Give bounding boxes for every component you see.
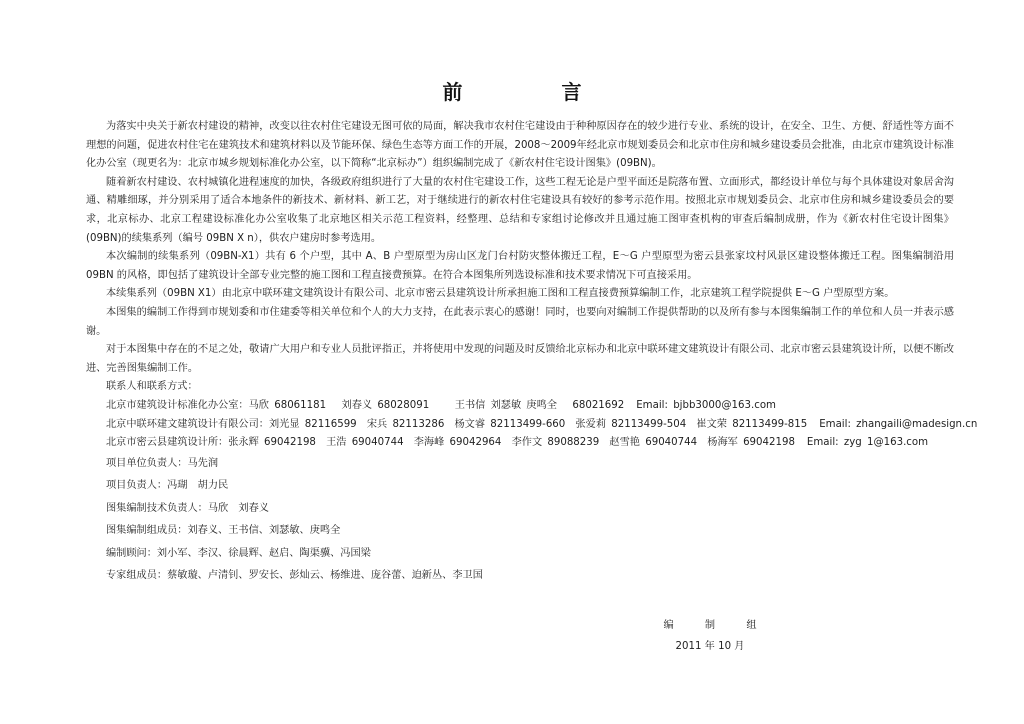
email-label: Email: — [806, 437, 839, 449]
signature-date: 2011 年 10 月 — [675, 641, 745, 652]
preface-paragraph-6: 对于本图集中存在的不足之处，敬请广大用户和专业人员批评指正，并将使用中发现的问题及时反馈给北京标办和北京中联环建文建筑设计有限公司、北京市密云县建筑设计所，以便不断改进、完善图集编制工作。 — [86, 344, 954, 374]
contact-people: 刘光显 82116599 宋兵 82113286 杨文睿 82113499-660 张爱莉 82113499-504 崔文荣 82113499-815 — [269, 418, 808, 430]
contact-line-miyun — [86, 434, 954, 453]
staff-expert-panel: 专家组成员：蔡敏璇、卢清钊、罗安长、彭灿云、杨维进、庞谷蕾、迫新丛、李卫国 — [106, 570, 483, 582]
contact-email: zhangaili@madesign.cn — [856, 418, 978, 430]
preface-paragraph-2: 随着新农村建设、农村城镇化进程速度的加快，各级政府组织进行了大量的农村住宅建设工作，这些工程无论是户型平面还是院落布置、立面形式，都经设计单位与每个具体建设对象居舍沟通、精雕细琢，并分别采用了适合本地条件的新技术、新材料、新工艺，对于继续进行的新农村住宅建设具有较好的参考示范作用。按照北京市规划委员会、北京市住房和城乡建设委员会的要求，北京标办、北京工程建设标准化办公室收集了北京地区相关示范工程资料，经整理、总结和专家组讨论修改并且通过施工图审查机构的审查后编制成册，作为《新农村住宅设计图集》(09BN)的续集系列（编号 09BN X n），供农户建房时参考选用。 — [86, 176, 954, 244]
staff-technical-lead: 图集编制技术负责人：马欣 刘春义 — [106, 502, 269, 514]
contact-org: 北京市建筑设计标准化办公室： — [106, 399, 249, 411]
preface-paragraph-4: 本续集系列（09BN X1）由北京中联环建文建筑设计有限公司、北京市密云县建筑设计所承担施工图和工程直接费预算编制工作，北京建筑工程学院提供 E～G 户型原型方案。 — [106, 288, 895, 300]
preface-paragraph-5: 本图集的编制工作得到市规划委和市住建委等相关单位和个人的大力支持，在此表示衷心的感谢！同时，也要向对编制工作提供帮助的以及所有参与本图集编制工作的单位和人员一并表示感谢。 — [86, 306, 954, 337]
email-label: Email: — [636, 399, 668, 411]
staff-project-unit-lead: 项目单位负责人：马先润 — [106, 457, 219, 469]
contact-org: 北京中联环建文建筑设计有限公司： — [106, 418, 269, 430]
staff-advisors: 编制顾问：刘小军、李汉、徐晨辉、赵启、陶渠骥、冯国梁 — [106, 547, 371, 559]
preface-body — [86, 118, 978, 588]
contact-line-zhonglian — [86, 416, 978, 435]
contact-people: 马欣 68061181 刘春义 68028091 王书信 刘瑟敏 庚鸣全 68021692 — [248, 399, 625, 411]
contact-org: 北京市密云县建筑设计所： — [106, 437, 229, 449]
email-label: Email: — [819, 418, 851, 430]
preface-paragraph-1: 为落实中央关于新农村建设的精神，改变以往农村住宅建设无图可依的局面，解决我市农村住宅建设由于种种原因存在的较少进行专业、系统的设计，在安全、卫生、方便、舒适性等方面不理想的问题，促进农村住宅在建筑技术和建筑材料以及节能环保、绿色生态等方面工作的开展，2008～2009年经北京市规划委员会和北京市住房和城乡建设委员会批准，由北京市建筑设计标准化办公室（现更名为：北京市城乡规划标准化办公室，以下简称“北京标办”）组织编制完成了《新农村住宅设计图集》(09BN)。 — [86, 121, 954, 170]
contacts-heading: 联系人和联系方式： — [106, 381, 198, 393]
preface-paragraph-3: 本次编制的续集系列（09BN-X1）共有 6 个户型，其中 A、B 户型原型为房山区龙门台村防灾整体搬迁工程，E～G 户型原型为密云县张家坟村风景区建设整体搬迁工程。图集编制沿用 09BN 的风格，即包括了建筑设计全部专业完整的施工图和工程直接费预算。在符合本图集所列选设标准和技术要求情况下可直接采用。 — [86, 251, 954, 281]
staff-editorial-members: 图集编制组成员：刘春义、王书信、刘瑟敏、庚鸣全 — [106, 525, 341, 537]
contact-email: zyg 1@163.com — [843, 437, 929, 449]
contact-line-bjbb — [86, 397, 954, 416]
contact-email: bjbb3000@163.com — [673, 399, 776, 411]
staff-project-lead: 项目负责人：冯瑚 胡力民 — [106, 480, 229, 492]
contact-people: 张永辉 69042198 王浩 69040744 李海峰 69042964 李作文 89088239 赵雪艳 69040744 杨海军 69042198 — [228, 437, 795, 449]
page-title: 前 言 — [442, 80, 628, 104]
signature-org: 编 制 组 — [663, 620, 771, 631]
